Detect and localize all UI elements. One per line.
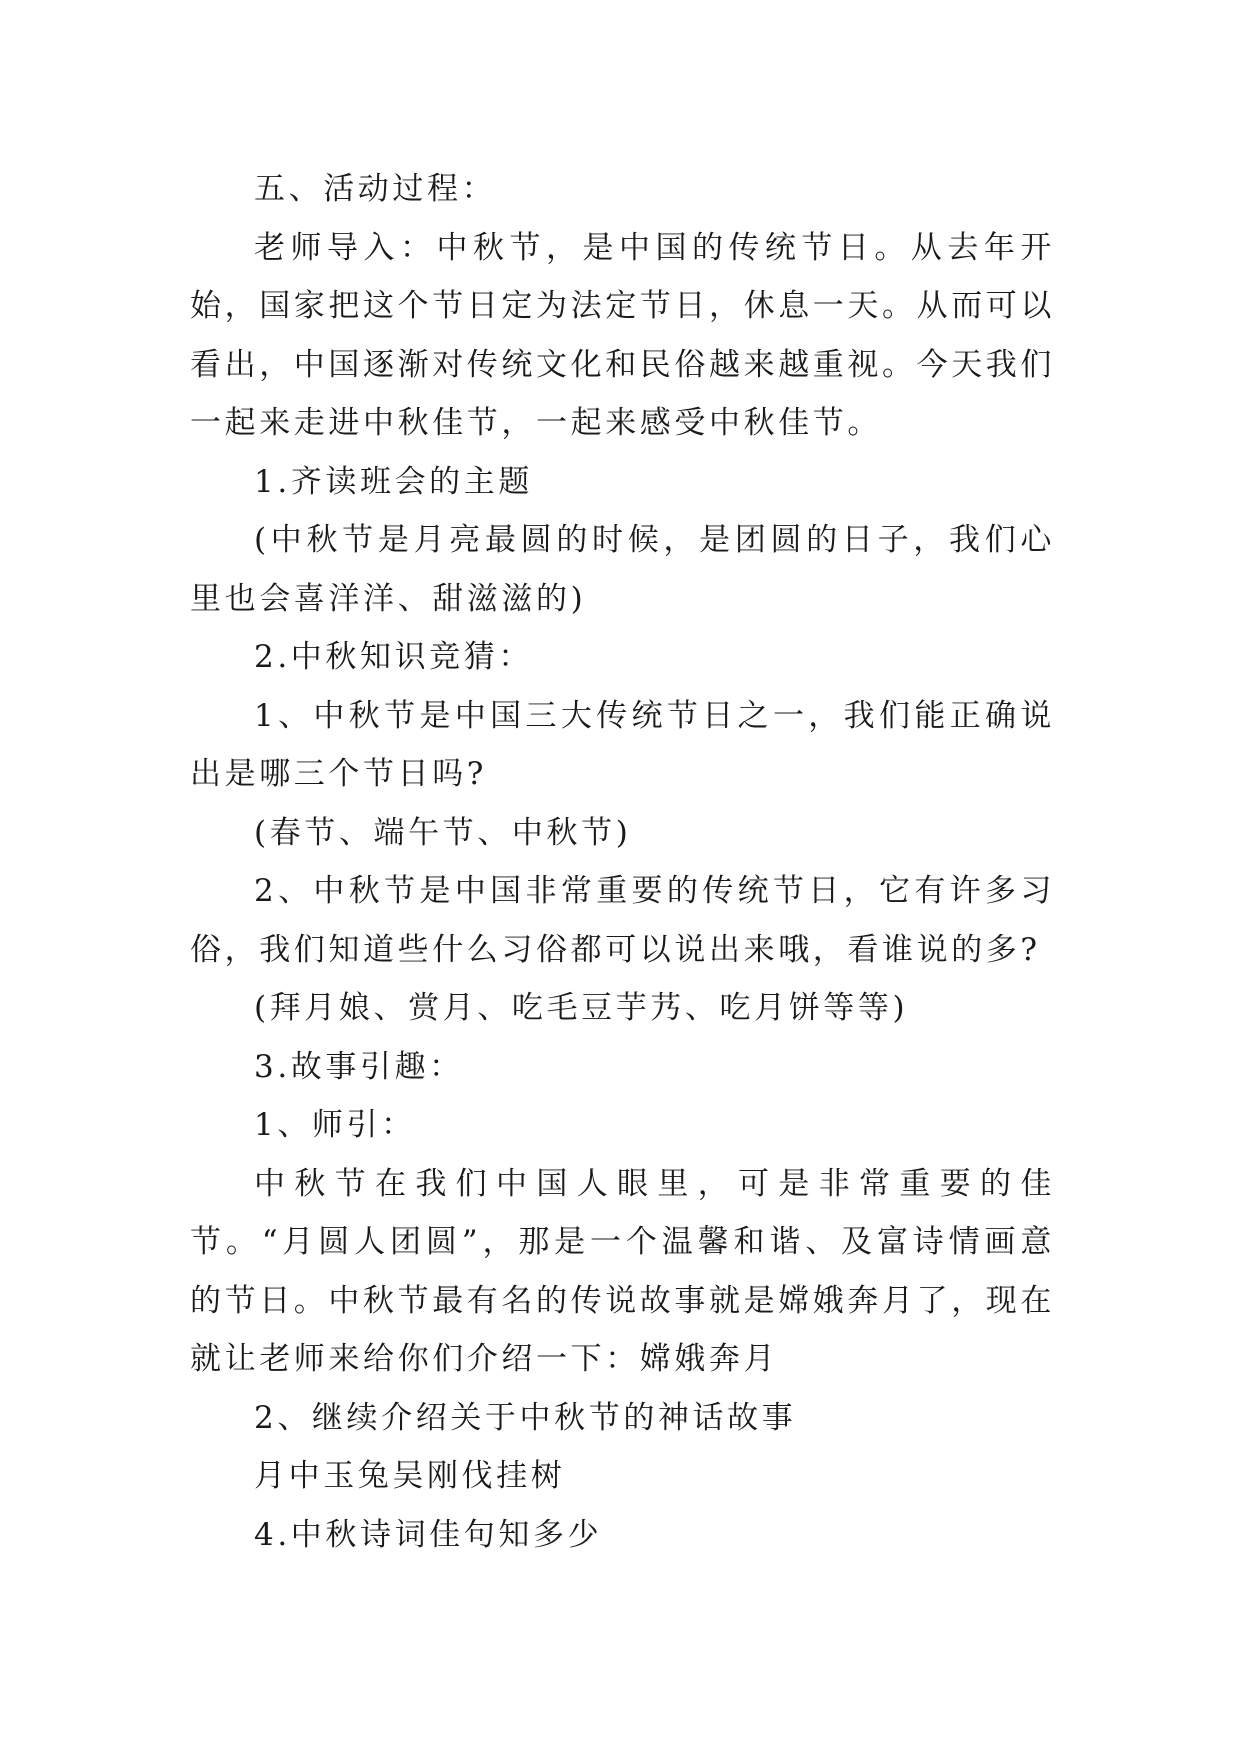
quiz-answer-2: (拜月娘、赏月、吃毛豆芋艿、吃月饼等等) <box>254 990 909 1026</box>
quiz-question-2: 2、中秋节是中国非常重要的传统节日，它有许多习俗，我们知道些什么习俗都可以说出来哦，看谁说的多? <box>190 873 1055 968</box>
list-item-poetry: 4.中秋诗词佳句知多少 <box>254 1516 603 1553</box>
quiz-answer-1: (春节、端午节、中秋节) <box>254 814 632 851</box>
list-item-theme-reading: 1.齐读班会的主题 <box>254 463 533 500</box>
section-heading-activity-process: 五、活动过程： <box>254 171 497 207</box>
list-item-story: 3.故事引趣： <box>254 1048 464 1085</box>
story-step-2: 2、继续介绍关于中秋节的神话故事 <box>254 1399 797 1436</box>
story-step-1: 1、师引： <box>254 1107 416 1143</box>
paragraph-theme-text: (中秋节是月亮最圆的时候，是团圆的日子，我们心里也会喜洋洋、甜滋滋的) <box>190 522 1055 617</box>
paragraph-teacher-intro: 老师导入：中秋节，是中国的传统节日。从去年开始，国家把这个节日定为法定节日，休息一天。从而可以看出，中国逐渐对传统文化和民俗越来越重视。今天我们一起来走进中秋佳节，一起来感受中秋佳节。 <box>190 229 1055 441</box>
story-titles: 月中玉兔吴刚伐挂树 <box>254 1458 566 1494</box>
paragraph-story-intro: 中秋节在我们中国人眼里，可是非常重要的佳节。“月圆人团圆”，那是一个温馨和谐、及富诗情画意的节日。中秋节最有名的传说故事就是嫦娥奔月了，现在就让老师来给你们介绍一下：嫦娥奔月 <box>190 1165 1055 1377</box>
quiz-question-1: 1、中秋节是中国三大传统节日之一，我们能正确说出是哪三个节日吗? <box>190 697 1055 792</box>
list-item-quiz: 2.中秋知识竞猜： <box>254 639 533 675</box>
document-body <box>190 160 1055 1564</box>
